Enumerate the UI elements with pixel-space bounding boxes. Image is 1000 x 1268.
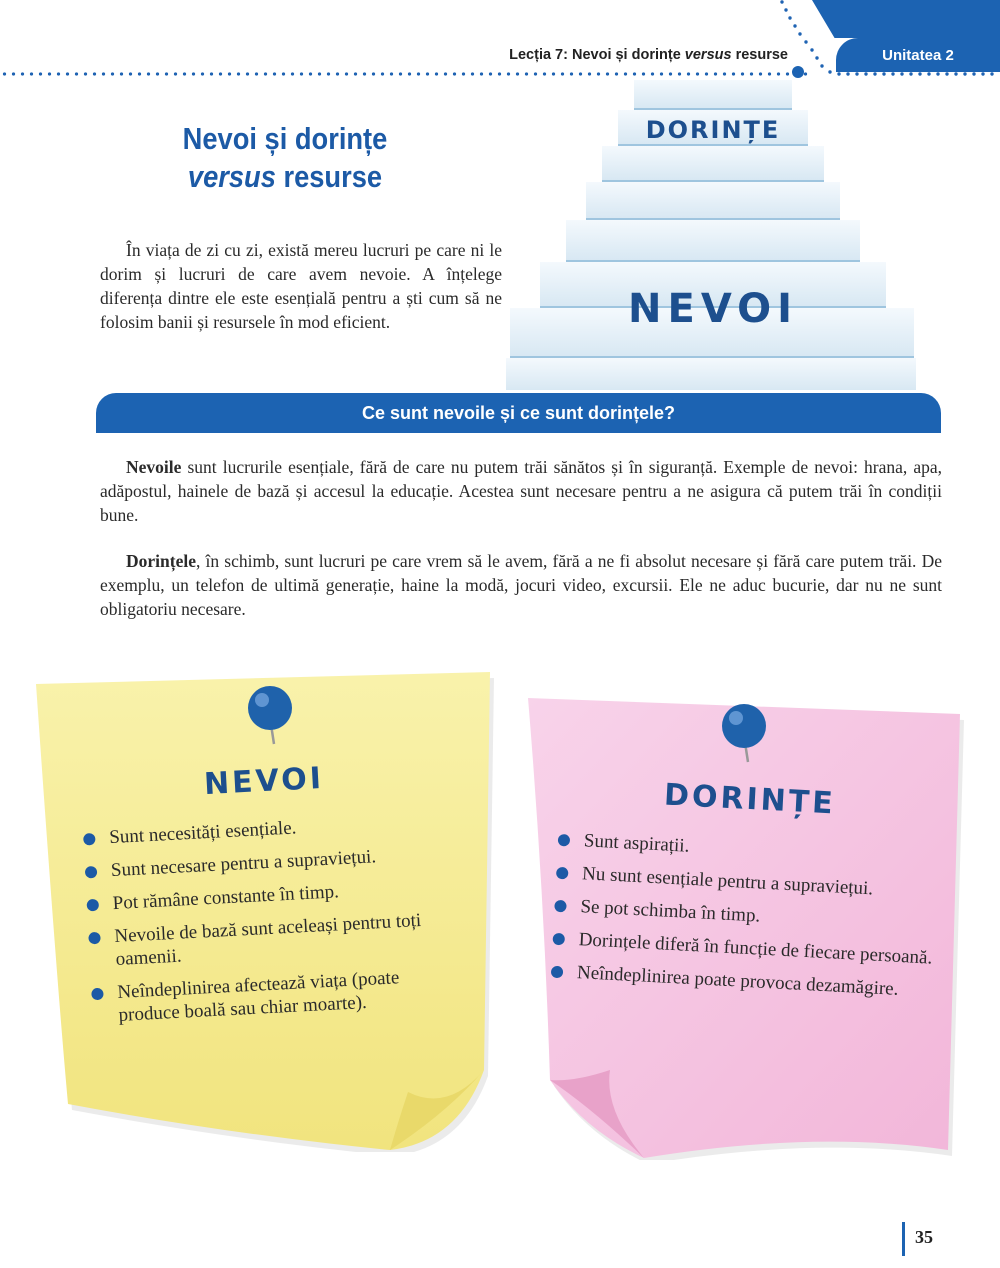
page-title-italic: versus: [187, 159, 276, 194]
stair-step: [634, 80, 792, 111]
stair-step: [586, 182, 840, 221]
needs-list: [83, 809, 454, 1039]
list-item: [91, 964, 453, 1029]
push-pin-icon: [714, 696, 774, 766]
section-heading: Ce sunt nevoile și ce sunt dorințele?: [361, 402, 676, 423]
unit-label: Unitatea 2: [882, 46, 954, 64]
sticky-note-needs-title: NEVOI: [203, 760, 325, 803]
needs-text: sunt lucrurile esențiale, fără de care nu putem trăi sănătos și în siguranță. Exemple de nevoi: hrana, apa, adăpostul, hainele de bază și accesul la educație. Acestea sunt necesare pentru a ne asigura că putem trăi în condiții bune.: [100, 457, 942, 525]
stair-step: [506, 358, 916, 390]
list-item-text: Nu sunt esențiale pentru a supraviețui.: [581, 863, 874, 900]
unit-tab: [836, 38, 1000, 72]
page-title-line1: Nevoi și dorințe: [182, 121, 388, 156]
wants-text: , în schimb, sunt lucruri pe care vrem să le avem, fără a ne fi absolut necesare și fără care putem trăi. De exemplu, un telefon de ultimă generație, haine la modă, jocuri video, excursii. Ele ne aduc bucurie, dar nu ne sunt obligatoriu necesare.: [100, 551, 942, 619]
page-title-rest: resurse: [275, 159, 383, 194]
list-item-text: Sunt aspirații.: [583, 830, 690, 857]
page-title: [140, 120, 430, 196]
intro-paragraph: În viața de zi cu zi, există mereu lucruri pe care ni le dorim și lucruri de care avem nevoie. A înțelege diferența dintre ele este esențială pentru a ști cum să ne folosim banii și resursele în mod eficient.: [100, 240, 502, 332]
sticky-note-needs: [28, 672, 498, 1152]
bullet-icon: [554, 900, 567, 913]
wants-paragraph: [100, 549, 942, 621]
push-pin-icon: [240, 678, 300, 748]
lesson-header-prefix: Lecția 7: Nevoi și dorințe: [509, 47, 685, 63]
page-number-rule: [902, 1222, 905, 1256]
bullet-icon: [556, 867, 569, 880]
stairs-illustration: [506, 80, 916, 390]
bullet-icon: [551, 966, 564, 979]
lesson-header-italic: versus: [684, 47, 732, 63]
stair-step: [602, 146, 824, 183]
bullet-icon: [83, 833, 96, 846]
bullet-icon: [86, 899, 99, 912]
sticky-note-wants: [514, 690, 974, 1160]
header-dotted-line: [0, 72, 812, 76]
list-item-text: Nevoile de bază sunt aceleași pentru toți oamenii.: [113, 909, 422, 971]
section-heading-bar: [96, 393, 941, 433]
wants-list: [550, 828, 948, 1013]
page-number: 35: [915, 1227, 933, 1247]
list-item-text: Pot rămâne constante în timp.: [112, 881, 340, 915]
stairs-label-dorinte: DORINȚE: [645, 116, 781, 144]
lesson-header: [509, 47, 788, 63]
list-item-text: Se pot schimba în timp.: [579, 896, 761, 927]
stair-step: [566, 220, 860, 263]
list-item-text: Dorințele diferă în funcție de fiecare persoană.: [578, 929, 933, 969]
page-title-line2: [140, 158, 430, 196]
bullet-icon: [91, 988, 104, 1001]
list-item-text: Sunt necesare pentru a supraviețui.: [110, 846, 377, 882]
list-item-text: Neîndeplinirea poate provoca dezamăgire.: [576, 962, 899, 1000]
bullet-icon: [85, 866, 98, 879]
bullet-icon: [558, 834, 571, 847]
stairs-label-nevoi: NEVOI: [628, 286, 798, 332]
bullet-icon: [88, 932, 101, 945]
list-item-text: Neîndeplinirea afectează viața (poate produce boală sau chiar moarte).: [116, 967, 400, 1026]
lesson-header-suffix: resurse: [731, 47, 788, 63]
wants-term: Dorințele: [126, 551, 196, 571]
list-item: [88, 908, 450, 973]
needs-term: Nevoile: [126, 457, 182, 477]
needs-paragraph: [100, 455, 942, 527]
sticky-note-wants-title: DORINȚE: [663, 777, 837, 822]
list-item-text: Sunt necesități esențiale.: [108, 817, 297, 849]
bullet-icon: [552, 933, 565, 946]
